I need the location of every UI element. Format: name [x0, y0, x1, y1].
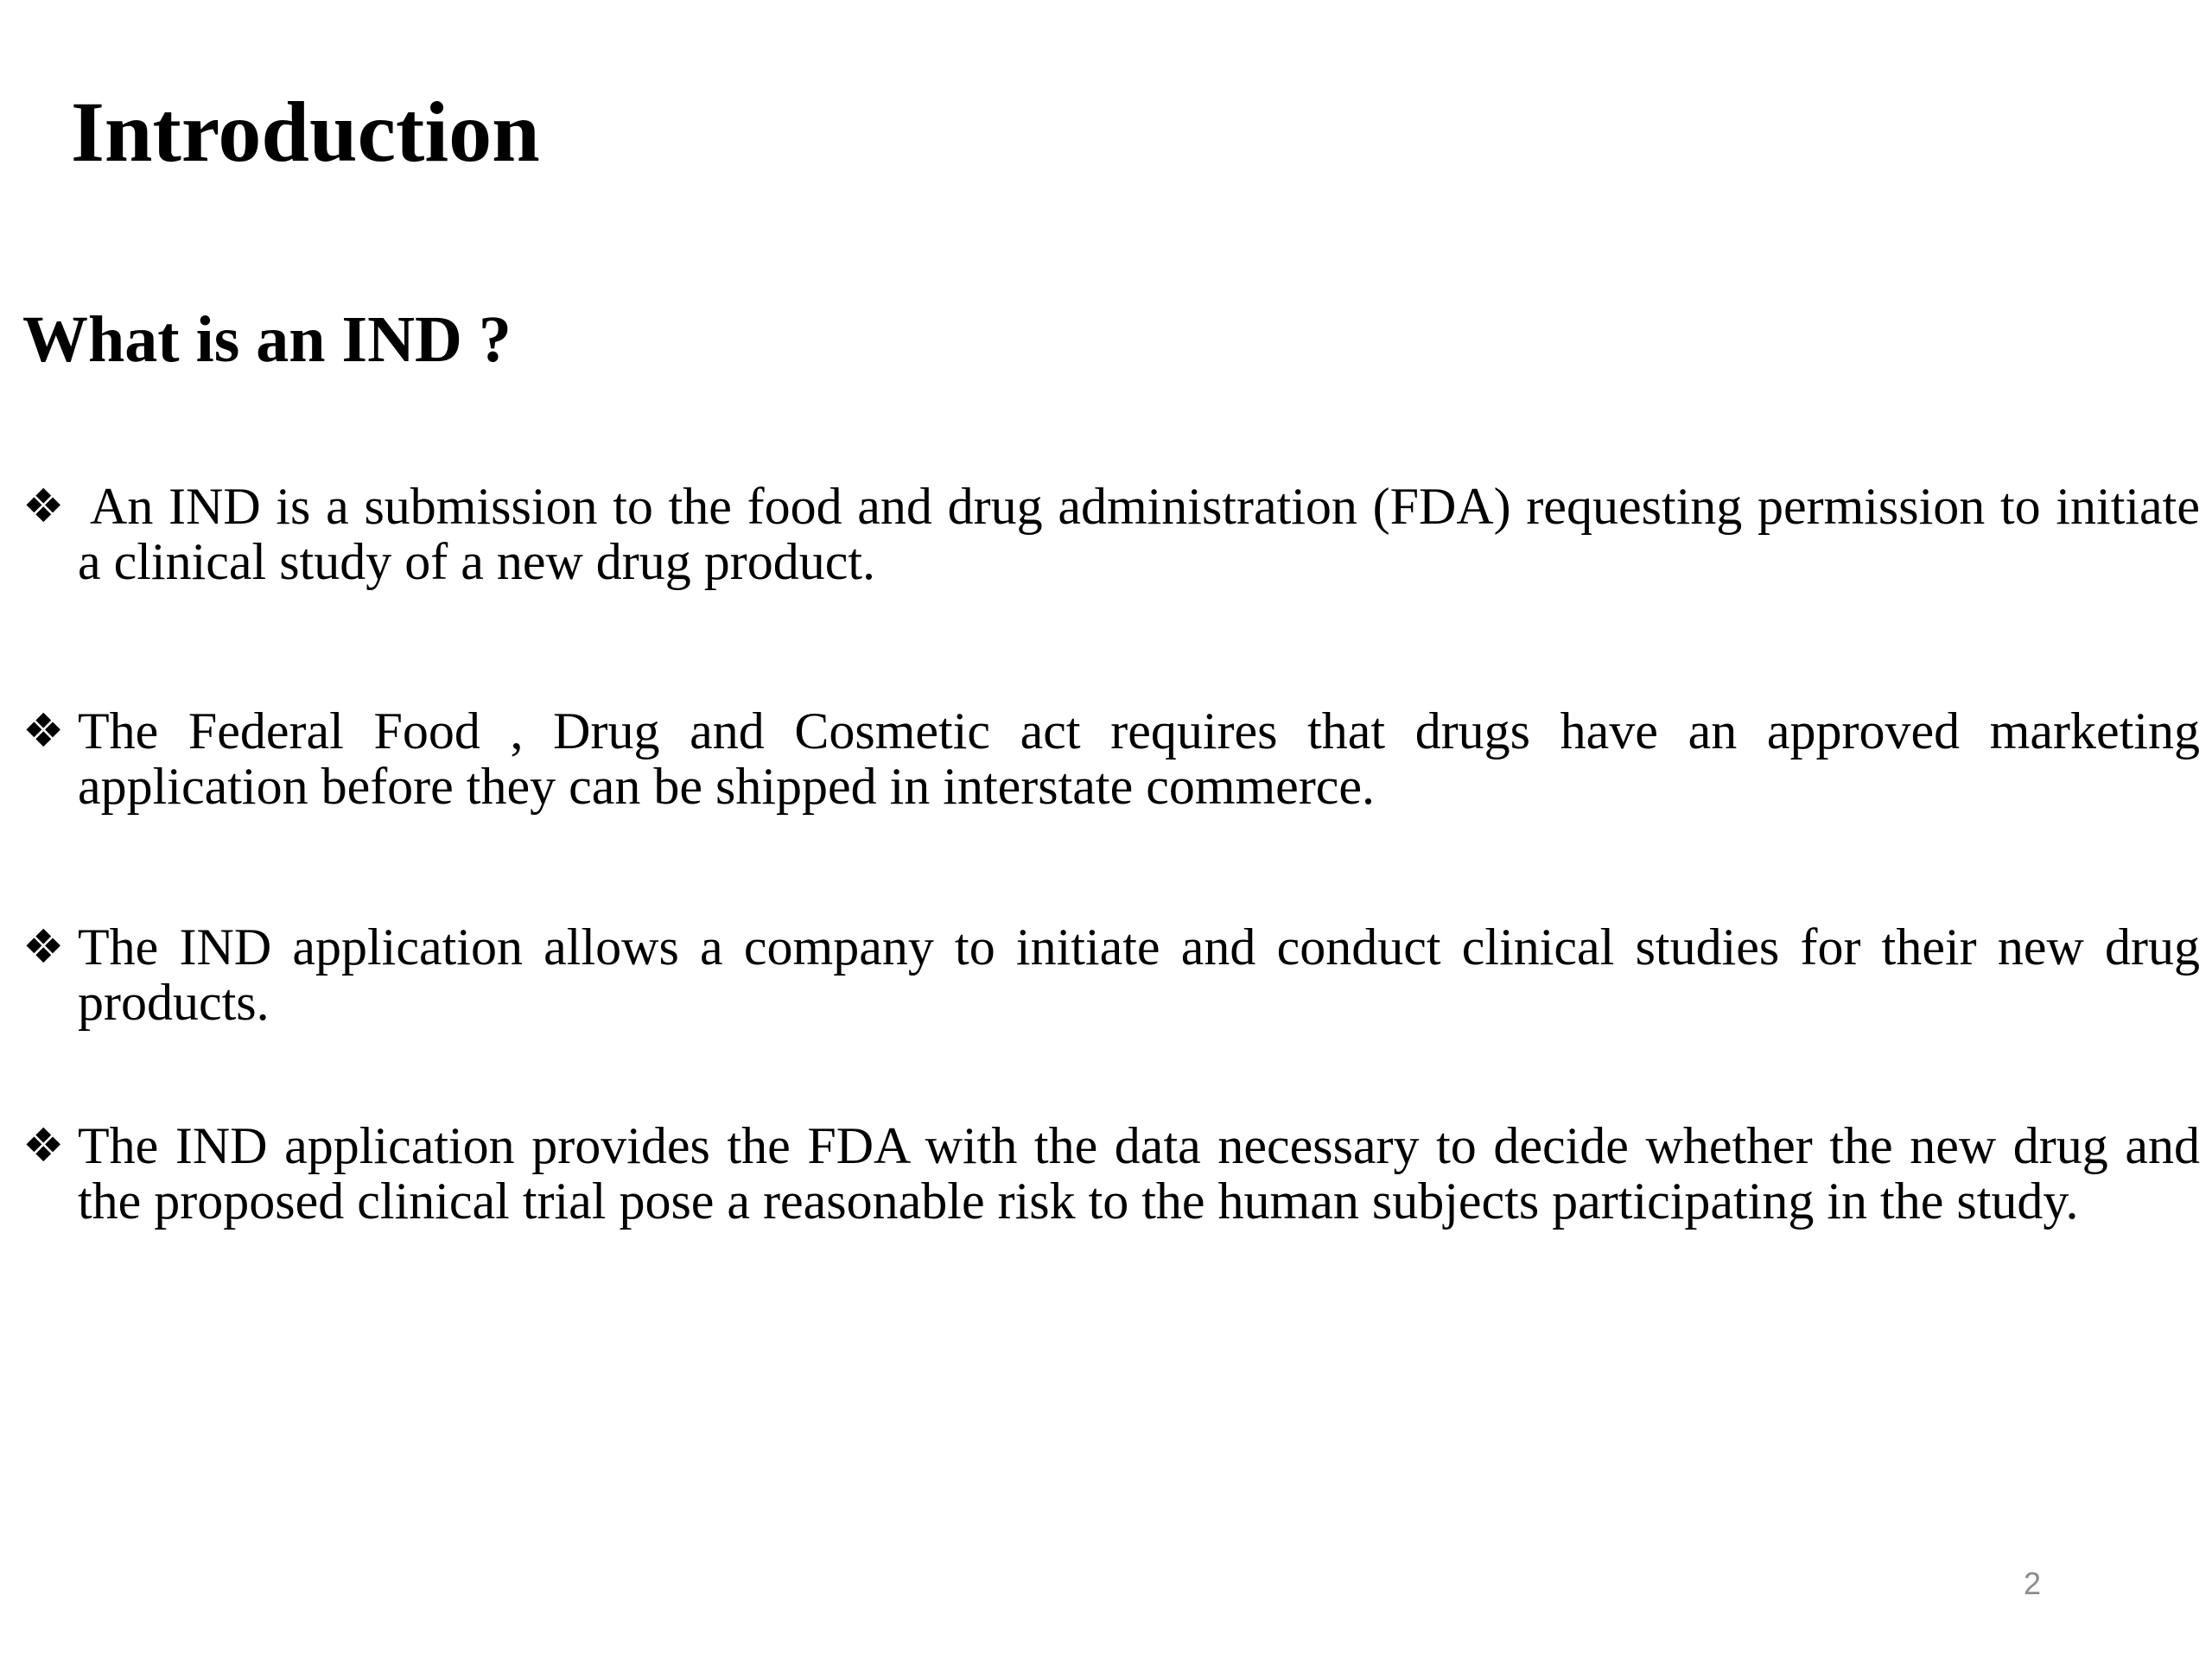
- bullet-item: [22, 480, 2200, 589]
- bullet-text: The IND application allows a company to initiate and conduct clinical studies for their new drug products.: [78, 918, 2200, 1031]
- bullet-text: An IND is a submission to the food and drug administration (FDA) requesting permission to initiate a clinical study of a new drug product.: [78, 478, 2200, 590]
- slide-title: Introduction: [71, 84, 540, 180]
- four-diamond-bullet-icon: ❖: [22, 479, 65, 533]
- bullet-item: [22, 1119, 2200, 1229]
- bullet-item: [22, 920, 2200, 1030]
- page-number: 2: [2024, 1566, 2042, 1601]
- bullet-text: The Federal Food , Drug and Cosmetic act requires that drugs have an approved marketing application before they can be shipped in interstate commerce.: [78, 702, 2200, 815]
- four-diamond-bullet-icon: ❖: [22, 919, 65, 974]
- four-diamond-bullet-icon: ❖: [22, 1118, 65, 1173]
- bullet-text: The IND application provides the FDA with the data necessary to decide whether the new drug and the proposed clinical trial pose a reasonable risk to the human subjects participating in the study.: [78, 1117, 2200, 1230]
- bullet-item: [22, 704, 2200, 814]
- section-heading: What is an IND ?: [22, 303, 512, 376]
- four-diamond-bullet-icon: ❖: [22, 703, 65, 758]
